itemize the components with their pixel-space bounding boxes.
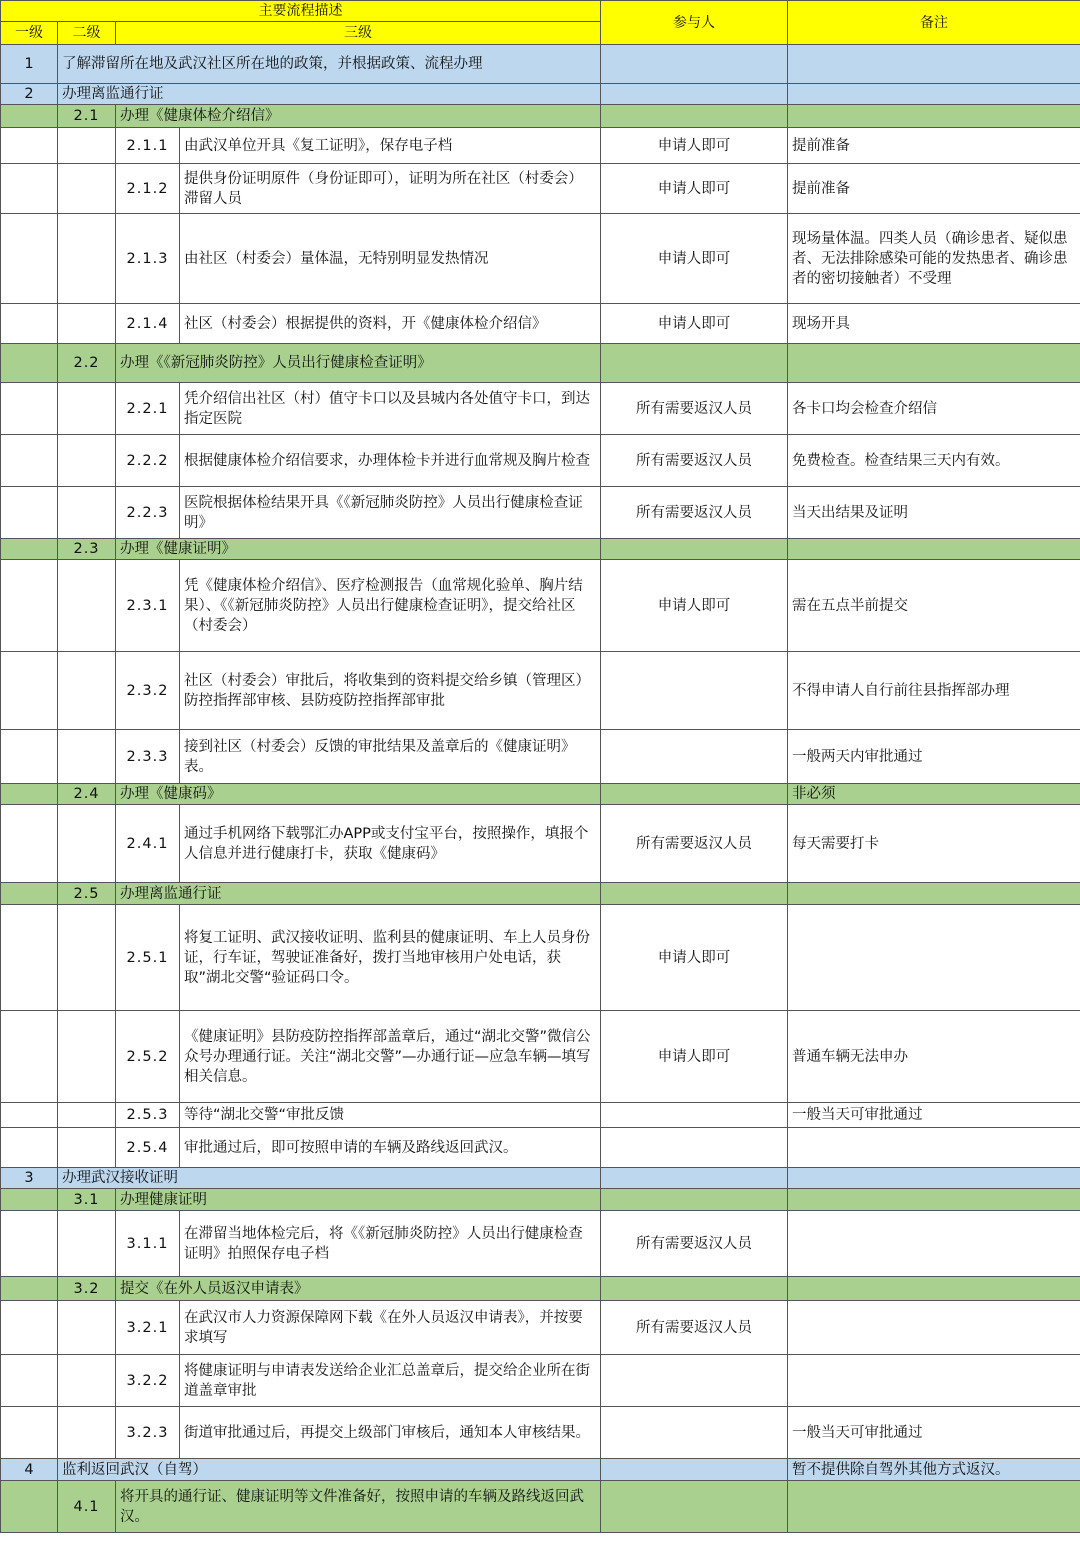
table-row bbox=[1, 487, 1080, 539]
row-number: 2 bbox=[1, 84, 58, 105]
table-row bbox=[1, 1103, 1080, 1128]
empty-cell bbox=[58, 214, 116, 304]
row-remark bbox=[788, 1211, 1080, 1277]
row-remark bbox=[788, 344, 1080, 383]
row-remark bbox=[788, 883, 1080, 905]
empty-cell bbox=[1, 214, 58, 304]
row-description: 办理《健康体检介绍信》 bbox=[116, 105, 601, 128]
header-row-top bbox=[1, 1, 1080, 22]
row-remark bbox=[788, 1301, 1080, 1355]
empty-cell bbox=[1, 652, 58, 730]
row-remark: 不得申请人自行前往县指挥部办理 bbox=[788, 652, 1080, 730]
row-number: 2.2.2 bbox=[116, 435, 180, 487]
empty-cell bbox=[1, 128, 58, 164]
row-description: 审批通过后，即可按照申请的车辆及路线返回武汉。 bbox=[180, 1128, 601, 1168]
table-row bbox=[1, 1481, 1080, 1533]
row-number: 2.3.1 bbox=[116, 560, 180, 652]
row-participant bbox=[601, 1481, 788, 1533]
table-row bbox=[1, 539, 1080, 560]
table-row bbox=[1, 805, 1080, 883]
row-description: 监利返回武汉（自驾） bbox=[58, 1459, 601, 1481]
row-number: 2.4.1 bbox=[116, 805, 180, 883]
empty-cell bbox=[1, 784, 58, 805]
row-remark bbox=[788, 105, 1080, 128]
header-level2: 二级 bbox=[58, 22, 116, 45]
row-description: 将复工证明、武汉接收证明、监利县的健康证明、车上人员身份证，行车证，驾驶证准备好，拨打当地审核用户处电话，获取”湖北交警“验证码口令。 bbox=[180, 905, 601, 1011]
row-participant bbox=[601, 45, 788, 84]
empty-cell bbox=[1, 1277, 58, 1301]
row-participant: 所有需要返汉人员 bbox=[601, 435, 788, 487]
row-number: 3 bbox=[1, 1168, 58, 1189]
empty-cell bbox=[1, 1355, 58, 1407]
table-row bbox=[1, 1211, 1080, 1277]
row-remark bbox=[788, 1355, 1080, 1407]
row-remark: 各卡口均会检查介绍信 bbox=[788, 383, 1080, 435]
row-participant: 申请人即可 bbox=[601, 128, 788, 164]
row-remark: 一般当天可审批通过 bbox=[788, 1103, 1080, 1128]
empty-cell bbox=[58, 1011, 116, 1103]
row-participant: 申请人即可 bbox=[601, 905, 788, 1011]
row-number: 2.5.1 bbox=[116, 905, 180, 1011]
row-description: 办理《健康码》 bbox=[116, 784, 601, 805]
empty-cell bbox=[58, 730, 116, 784]
row-participant bbox=[601, 784, 788, 805]
table-row bbox=[1, 84, 1080, 105]
row-number: 2.3.3 bbox=[116, 730, 180, 784]
empty-cell bbox=[58, 304, 116, 344]
row-participant bbox=[601, 1355, 788, 1407]
empty-cell bbox=[58, 128, 116, 164]
empty-cell bbox=[1, 487, 58, 539]
row-description: 将健康证明与申请表发送给企业汇总盖章后，提交给企业所在街道盖章审批 bbox=[180, 1355, 601, 1407]
row-participant: 所有需要返汉人员 bbox=[601, 805, 788, 883]
row-remark: 免费检查。检查结果三天内有效。 bbox=[788, 435, 1080, 487]
row-participant bbox=[601, 652, 788, 730]
row-description: 办理离监通行证 bbox=[116, 883, 601, 905]
row-description: 接到社区（村委会）反馈的审批结果及盖章后的《健康证明》表。 bbox=[180, 730, 601, 784]
empty-cell bbox=[58, 383, 116, 435]
row-number: 3.2 bbox=[58, 1277, 116, 1301]
row-participant bbox=[601, 1459, 788, 1481]
empty-cell bbox=[58, 560, 116, 652]
empty-cell bbox=[1, 1211, 58, 1277]
row-description: 等待“湖北交警“审批反馈 bbox=[180, 1103, 601, 1128]
row-description: 办理《健康证明》 bbox=[116, 539, 601, 560]
row-participant bbox=[601, 1168, 788, 1189]
table-row bbox=[1, 1168, 1080, 1189]
row-participant bbox=[601, 1128, 788, 1168]
row-participant bbox=[601, 344, 788, 383]
row-participant: 申请人即可 bbox=[601, 1011, 788, 1103]
row-description: 凭《健康体检介绍信》、医疗检测报告（血常规化验单、胸片结果）、《《新冠肺炎防控》人员出行健康检查证明》，提交给社区（村委会） bbox=[180, 560, 601, 652]
row-participant: 申请人即可 bbox=[601, 164, 788, 214]
empty-cell bbox=[58, 905, 116, 1011]
table-row bbox=[1, 128, 1080, 164]
empty-cell bbox=[1, 435, 58, 487]
row-number: 4.1 bbox=[58, 1481, 116, 1533]
row-description: 办理《《新冠肺炎防控》人员出行健康检查证明》 bbox=[116, 344, 601, 383]
table-row bbox=[1, 105, 1080, 128]
row-participant: 所有需要返汉人员 bbox=[601, 1211, 788, 1277]
empty-cell bbox=[58, 805, 116, 883]
row-remark: 现场量体温。四类人员（确诊患者、疑似患者、无法排除感染可能的发热患者、确诊患者的密切接触者）不受理 bbox=[788, 214, 1080, 304]
row-participant bbox=[601, 883, 788, 905]
empty-cell bbox=[58, 1211, 116, 1277]
table-row bbox=[1, 1128, 1080, 1168]
row-number: 2.5.3 bbox=[116, 1103, 180, 1128]
table-row bbox=[1, 1459, 1080, 1481]
empty-cell bbox=[1, 805, 58, 883]
row-description: 《健康证明》县防疫防控指挥部盖章后，通过“湖北交警”微信公众号办理通行证。关注“湖北交警”—办通行证—应急车辆—填写相关信息。 bbox=[180, 1011, 601, 1103]
row-participant: 申请人即可 bbox=[601, 214, 788, 304]
row-remark bbox=[788, 1168, 1080, 1189]
row-description: 街道审批通过后，再提交上级部门审核后，通知本人审核结果。 bbox=[180, 1407, 601, 1459]
row-description: 将开具的通行证、健康证明等文件准备好，按照申请的车辆及路线返回武汉。 bbox=[116, 1481, 601, 1533]
row-number: 3.1 bbox=[58, 1189, 116, 1211]
row-description: 社区（村委会）根据提供的资料，开《健康体检介绍信》 bbox=[180, 304, 601, 344]
row-remark bbox=[788, 1189, 1080, 1211]
row-number: 2.2 bbox=[58, 344, 116, 383]
empty-cell bbox=[1, 1128, 58, 1168]
row-number: 2.5.2 bbox=[116, 1011, 180, 1103]
empty-cell bbox=[58, 1103, 116, 1128]
row-participant bbox=[601, 1407, 788, 1459]
table-row bbox=[1, 730, 1080, 784]
table-row bbox=[1, 883, 1080, 905]
table-row bbox=[1, 304, 1080, 344]
row-participant bbox=[601, 1189, 788, 1211]
row-remark bbox=[788, 539, 1080, 560]
empty-cell bbox=[1, 1011, 58, 1103]
empty-cell bbox=[58, 435, 116, 487]
row-number: 2.2.3 bbox=[116, 487, 180, 539]
row-participant bbox=[601, 730, 788, 784]
row-number: 3.2.3 bbox=[116, 1407, 180, 1459]
table-row bbox=[1, 45, 1080, 84]
table-row bbox=[1, 652, 1080, 730]
row-remark bbox=[788, 1277, 1080, 1301]
row-remark bbox=[788, 84, 1080, 105]
table-row bbox=[1, 164, 1080, 214]
table-row bbox=[1, 1011, 1080, 1103]
table-row bbox=[1, 905, 1080, 1011]
row-participant bbox=[601, 105, 788, 128]
row-description: 了解滞留所在地及武汉社区所在地的政策，并根据政策、流程办理 bbox=[58, 45, 601, 84]
row-number: 3.2.1 bbox=[116, 1301, 180, 1355]
empty-cell bbox=[58, 1355, 116, 1407]
row-remark: 一般当天可审批通过 bbox=[788, 1407, 1080, 1459]
table-row bbox=[1, 1189, 1080, 1211]
row-remark bbox=[788, 45, 1080, 84]
row-number: 3.2.2 bbox=[116, 1355, 180, 1407]
row-description: 通过手机网络下载鄂汇办APP或支付宝平台，按照操作，填报个人信息并进行健康打卡，获取《健康码》 bbox=[180, 805, 601, 883]
row-description: 提供身份证明原件（身份证即可），证明为所在社区（村委会）滞留人员 bbox=[180, 164, 601, 214]
row-participant bbox=[601, 1277, 788, 1301]
row-description: 医院根据体检结果开具《《新冠肺炎防控》人员出行健康检查证明》 bbox=[180, 487, 601, 539]
row-number: 2.2.1 bbox=[116, 383, 180, 435]
row-participant bbox=[601, 1103, 788, 1128]
empty-cell bbox=[1, 539, 58, 560]
row-participant: 所有需要返汉人员 bbox=[601, 383, 788, 435]
table-row bbox=[1, 214, 1080, 304]
row-number: 4 bbox=[1, 1459, 58, 1481]
row-remark: 暂不提供除自驾外其他方式返汉。 bbox=[788, 1459, 1080, 1481]
row-participant: 所有需要返汉人员 bbox=[601, 1301, 788, 1355]
header-level1: 一级 bbox=[1, 22, 58, 45]
row-participant bbox=[601, 84, 788, 105]
empty-cell bbox=[1, 304, 58, 344]
row-description: 办理健康证明 bbox=[116, 1189, 601, 1211]
row-remark: 提前准备 bbox=[788, 128, 1080, 164]
row-description: 由武汉单位开具《复工证明》，保存电子档 bbox=[180, 128, 601, 164]
row-remark bbox=[788, 905, 1080, 1011]
table-row bbox=[1, 344, 1080, 383]
table-row bbox=[1, 1407, 1080, 1459]
empty-cell bbox=[1, 383, 58, 435]
empty-cell bbox=[1, 730, 58, 784]
row-number: 2.4 bbox=[58, 784, 116, 805]
table-row bbox=[1, 560, 1080, 652]
row-description: 凭介绍信出社区（村）值守卡口以及县城内各处值守卡口，到达指定医院 bbox=[180, 383, 601, 435]
row-number: 2.1 bbox=[58, 105, 116, 128]
row-description: 由社区（村委会）量体温，无特别明显发热情况 bbox=[180, 214, 601, 304]
row-description: 在滞留当地体检完后，将《《新冠肺炎防控》人员出行健康检查证明》拍照保存电子档 bbox=[180, 1211, 601, 1277]
row-number: 2.5.4 bbox=[116, 1128, 180, 1168]
row-remark: 需在五点半前提交 bbox=[788, 560, 1080, 652]
header-participant: 参与人 bbox=[601, 1, 788, 45]
empty-cell bbox=[58, 652, 116, 730]
empty-cell bbox=[1, 344, 58, 383]
row-participant bbox=[601, 539, 788, 560]
row-number: 2.1.1 bbox=[116, 128, 180, 164]
row-participant: 申请人即可 bbox=[601, 560, 788, 652]
row-remark bbox=[788, 1128, 1080, 1168]
header-level3: 三级 bbox=[116, 22, 601, 45]
empty-cell bbox=[1, 105, 58, 128]
empty-cell bbox=[1, 164, 58, 214]
empty-cell bbox=[58, 1301, 116, 1355]
row-remark: 一般两天内审批通过 bbox=[788, 730, 1080, 784]
row-remark bbox=[788, 1481, 1080, 1533]
table-row bbox=[1, 383, 1080, 435]
empty-cell bbox=[1, 905, 58, 1011]
row-number: 2.3 bbox=[58, 539, 116, 560]
empty-cell bbox=[1, 1103, 58, 1128]
row-remark: 每天需要打卡 bbox=[788, 805, 1080, 883]
table-row bbox=[1, 784, 1080, 805]
empty-cell bbox=[1, 883, 58, 905]
row-remark: 现场开具 bbox=[788, 304, 1080, 344]
empty-cell bbox=[1, 1481, 58, 1533]
row-description: 在武汉市人力资源保障网下载《在外人员返汉申请表》，并按要求填写 bbox=[180, 1301, 601, 1355]
row-description: 根据健康体检介绍信要求，办理体检卡并进行血常规及胸片检查 bbox=[180, 435, 601, 487]
row-description: 社区（村委会）审批后，将收集到的资料提交给乡镇（管理区）防控指挥部审核、县防疫防控指挥部审批 bbox=[180, 652, 601, 730]
row-remark: 普通车辆无法申办 bbox=[788, 1011, 1080, 1103]
row-participant: 所有需要返汉人员 bbox=[601, 487, 788, 539]
table-row bbox=[1, 1355, 1080, 1407]
row-remark: 提前准备 bbox=[788, 164, 1080, 214]
row-remark: 非必须 bbox=[788, 784, 1080, 805]
row-participant: 申请人即可 bbox=[601, 304, 788, 344]
row-number: 2.1.4 bbox=[116, 304, 180, 344]
empty-cell bbox=[58, 1407, 116, 1459]
empty-cell bbox=[1, 1189, 58, 1211]
row-remark: 当天出结果及证明 bbox=[788, 487, 1080, 539]
row-description: 办理武汉接收证明 bbox=[58, 1168, 601, 1189]
table-row bbox=[1, 1301, 1080, 1355]
row-number: 2.1.3 bbox=[116, 214, 180, 304]
empty-cell bbox=[58, 487, 116, 539]
header-remark: 备注 bbox=[788, 1, 1080, 45]
row-description: 提交《在外人员返汉申请表》 bbox=[116, 1277, 601, 1301]
empty-cell bbox=[1, 1407, 58, 1459]
row-number: 2.1.2 bbox=[116, 164, 180, 214]
empty-cell bbox=[1, 1301, 58, 1355]
empty-cell bbox=[58, 164, 116, 214]
header-main-process: 主要流程描述 bbox=[1, 1, 601, 22]
table-row bbox=[1, 435, 1080, 487]
row-number: 2.3.2 bbox=[116, 652, 180, 730]
empty-cell bbox=[58, 1128, 116, 1168]
row-number: 2.5 bbox=[58, 883, 116, 905]
row-number: 1 bbox=[1, 45, 58, 84]
row-number: 3.1.1 bbox=[116, 1211, 180, 1277]
table-row bbox=[1, 1277, 1080, 1301]
empty-cell bbox=[1, 560, 58, 652]
row-description: 办理离监通行证 bbox=[58, 84, 601, 105]
